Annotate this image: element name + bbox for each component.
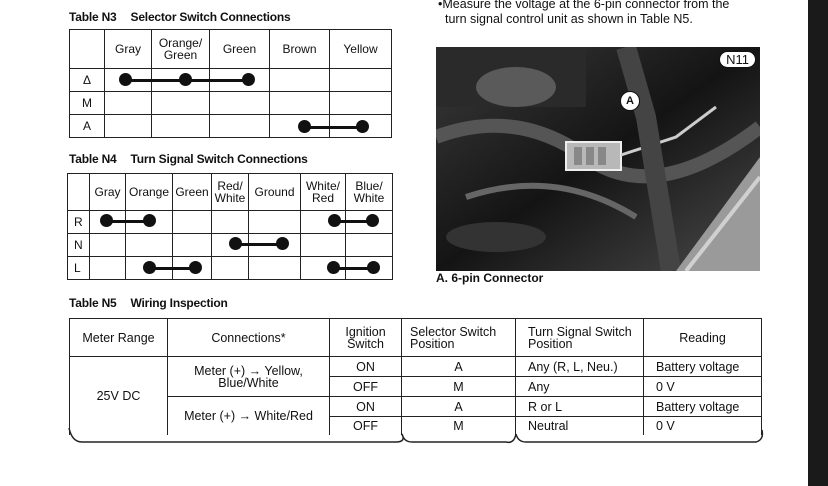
ignition-cell: OFF [330,417,402,435]
selector-cell: M [402,377,516,397]
table-n4-row-label: L [68,257,90,280]
table-n4-col-header: Orange [126,174,173,211]
table-n3-row-label: Δ [70,69,105,92]
selector-cell: A [402,357,516,377]
turn-signal-cell: Neutral [516,417,644,435]
ignition-cell: ON [330,397,402,417]
header-meter-range: Meter Range [70,319,168,357]
table-n4-col-header: Red/ White [212,174,249,211]
table-n3-label: Table N3 [69,10,117,24]
table-n4-label: Table N4 [69,152,117,166]
ignition-cell: OFF [330,377,402,397]
instruction-line-1: •Measure the voltage at the 6-pin connector from the [438,0,730,11]
table-n4-title: Turn Signal Switch Connections [130,152,308,166]
table-n3 [69,29,392,138]
reading-cell: Battery voltage [644,397,762,417]
table-n4-col-header: Ground [249,174,301,211]
connection-group-2: Meter (+) → White/Red [168,397,330,435]
turn-signal-cell: R or L [516,397,644,417]
table-n3-row-label: A [70,115,105,138]
table-n3-col-header: Yellow [330,30,392,69]
connector-photo-art [436,47,760,271]
table-row [70,397,762,417]
table-n4-col-header: Green [173,174,212,211]
table-n4-caption [69,152,308,166]
table-n4-col-header: Gray [90,174,126,211]
header-ignition: Ignition Switch [330,319,402,357]
header-turn-signal: Turn Signal Switch Position [516,319,644,357]
table-n3-col-header: Gray [105,30,152,69]
table-n4-corner [68,174,90,211]
reading-cell: Battery voltage [644,357,762,377]
meter-range-value: 25V DC [70,357,168,435]
window-edge [808,0,828,486]
table-n5-caption [69,296,228,310]
table-n5-label: Table N5 [69,296,117,310]
reading-cell: 0 V [644,377,762,397]
table-n3-row-label: M [70,92,105,115]
table-n4-row-label: R [68,211,90,234]
turn-signal-cell: Any (R, L, Neu.) [516,357,644,377]
table-n3-col-header: Green [210,30,270,69]
instruction-note [438,0,768,27]
table-n4-col-header: White/ Red [301,174,346,211]
instruction-line-2: turn signal control unit as shown in Table N5. [445,12,693,26]
selector-cell: A [402,397,516,417]
selector-cell: M [402,417,516,435]
reading-cell: 0 V [644,417,762,435]
table-n4-col-header: Blue/ White [346,174,393,211]
callout-marker: A [620,91,640,111]
table-n5-title: Wiring Inspection [130,296,228,310]
connection-group-1: Meter (+) → Yellow, Blue/White [168,357,330,397]
table-n4 [67,173,393,280]
table-n5 [69,318,762,435]
header-reading: Reading [644,319,762,357]
table-n3-col-header: Brown [270,30,330,69]
connector-photo [436,47,760,271]
table-n4-row-label: N [68,234,90,257]
table-row [70,92,392,115]
table-row [70,357,762,377]
header-selector: Selector Switch Position [402,319,516,357]
table-n3-col-header: Orange/ Green [152,30,210,69]
table-n3-title: Selector Switch Connections [130,10,291,24]
table-n3-corner [70,30,105,69]
table-n3-caption [69,10,291,24]
figure-badge: N11 [719,51,756,68]
table-n5-torn-edge [66,428,766,448]
ignition-cell: ON [330,357,402,377]
header-connections: Connections* [168,319,330,357]
photo-caption: A. 6-pin Connector [436,271,544,285]
turn-signal-cell: Any [516,377,644,397]
